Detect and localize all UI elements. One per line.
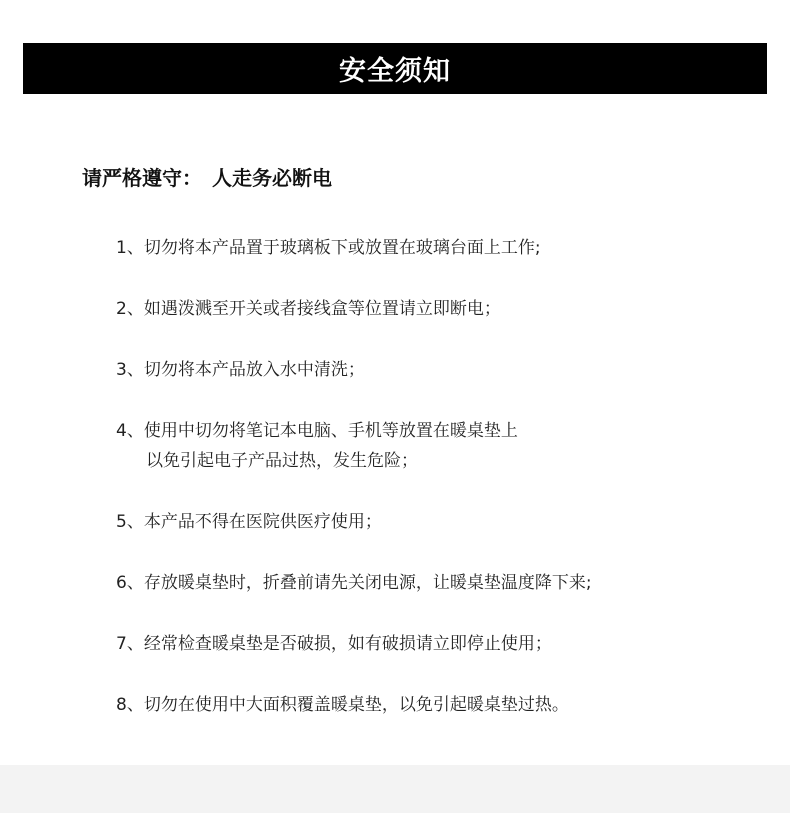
- rule-item-4: [116, 416, 518, 476]
- intro-rule: 人走务必断电: [212, 166, 332, 190]
- intro-heading: [82, 162, 332, 191]
- rule-item-6: [116, 568, 592, 598]
- rule-item-2: [116, 294, 501, 324]
- rule-text: 7、经常检查暖桌垫是否破损，如有破损请立即停止使用；: [116, 634, 552, 654]
- rule-text: 4、使用中切勿将笔记本电脑、手机等放置在暖桌垫上: [116, 421, 518, 441]
- page-title: 安全须知: [339, 56, 451, 87]
- rule-text: 1、切勿将本产品置于玻璃板下或放置在玻璃台面上工作;: [116, 238, 541, 258]
- rule-item-1: [116, 233, 541, 263]
- rule-item-8: [116, 690, 569, 720]
- rule-text: 5、本产品不得在医院供医疗使用；: [116, 512, 382, 532]
- rule-text: 3、切勿将本产品放入水中清洗；: [116, 360, 365, 380]
- rule-text-continued: 以免引起电子产品过热，发生危险；: [146, 451, 418, 471]
- rule-text: 6、存放暖桌垫时，折叠前请先关闭电源，让暖桌垫温度降下来;: [116, 573, 592, 593]
- rule-text: 2、如遇泼溅至开关或者接线盒等位置请立即断电；: [116, 299, 501, 319]
- rule-item-3: [116, 355, 365, 385]
- title-banner: [23, 43, 767, 94]
- rule-text: 8、切勿在使用中大面积覆盖暖桌垫，以免引起暖桌垫过热。: [116, 695, 569, 715]
- rule-item-7: [116, 629, 552, 659]
- footer-band: [0, 765, 790, 813]
- intro-label: 请严格遵守：: [82, 166, 202, 190]
- rule-item-5: [116, 507, 382, 537]
